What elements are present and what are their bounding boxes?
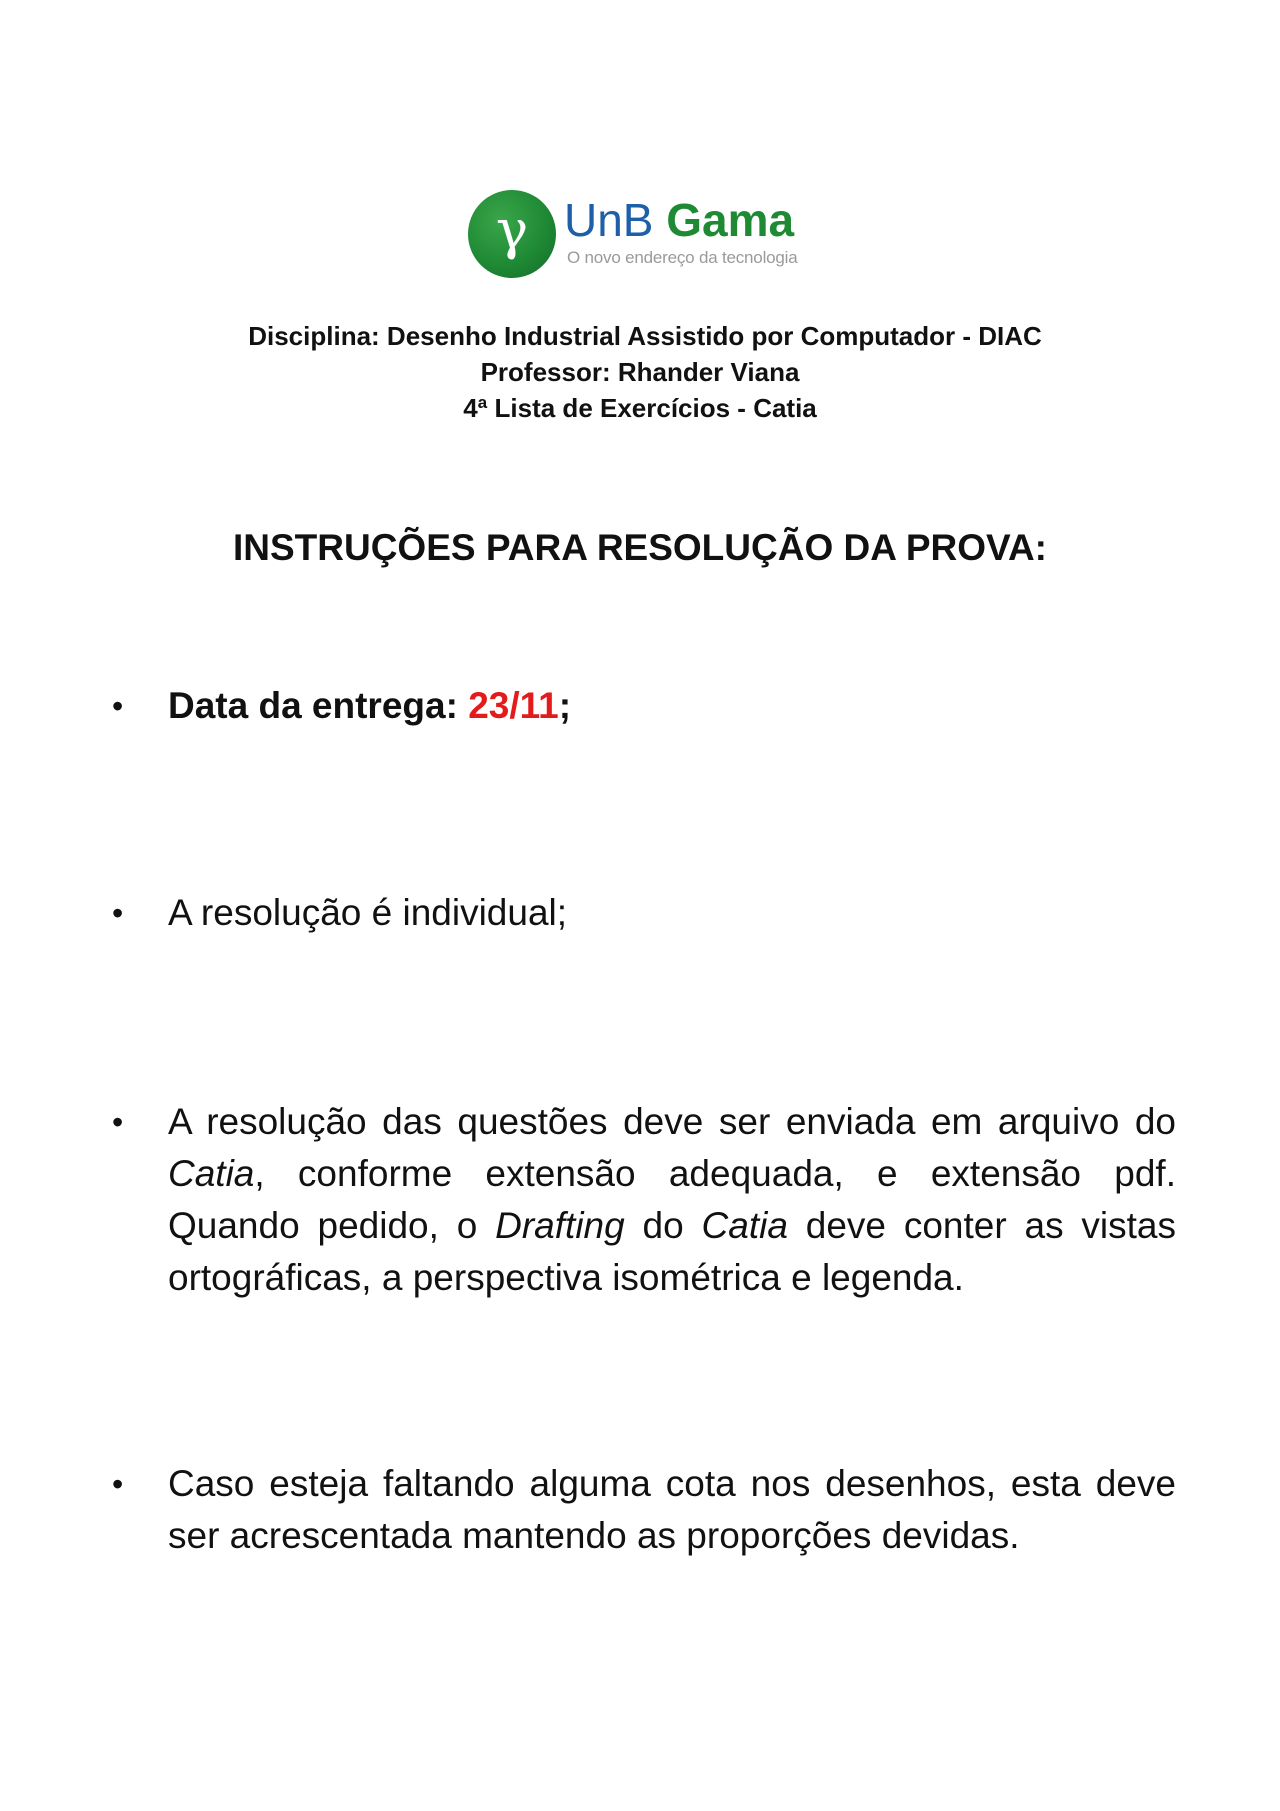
logo-unb-text: UnB xyxy=(564,194,654,246)
list-item-submission xyxy=(112,1096,1176,1304)
drafting-term: Drafting xyxy=(495,1205,625,1246)
discipline-line: Disciplina: Desenho Industrial Assistido por Computador - DIAC xyxy=(248,321,1042,351)
list-item-individual xyxy=(112,887,1176,939)
logo-tagline: O novo endereço da tecnologia xyxy=(567,248,798,267)
list-item-text xyxy=(168,680,1176,732)
list-item-text xyxy=(168,1096,1176,1304)
bullet-icon: • xyxy=(112,688,124,724)
catia-term: Catia xyxy=(168,1153,255,1194)
list-item-text: A resolução é individual; xyxy=(168,892,568,933)
list-item-dimensions xyxy=(112,1458,1176,1562)
bullet-icon: • xyxy=(112,1466,124,1502)
unb-gama-logo xyxy=(468,190,828,282)
due-date-suffix: ; xyxy=(558,685,572,726)
document-header xyxy=(0,318,1280,426)
gamma-icon: γ xyxy=(495,198,529,261)
submission-text-part4: deve conter as vistas ortográficas, a perspectiva isométrica e legenda. xyxy=(168,1205,1176,1298)
exercise-list-line: 4ª Lista de Exercícios - Catia xyxy=(463,393,817,423)
due-date-value: 23/11 xyxy=(468,685,559,726)
logo-gama-text: Gama xyxy=(666,194,795,246)
bullet-icon: • xyxy=(112,895,124,931)
professor-line: Professor: Rhander Viana xyxy=(480,357,800,387)
submission-text-part3: do xyxy=(624,1205,702,1246)
list-item-text: Caso esteja faltando alguma cota nos desenhos, esta deve ser acrescentada mantendo as proporções devidas. xyxy=(168,1463,1176,1556)
logo-brand xyxy=(564,194,794,246)
due-date-label: Data da entrega: xyxy=(168,685,469,726)
submission-text-part1: A resolução das questões deve ser enviada em arquivo do xyxy=(168,1101,1176,1142)
bullet-icon: • xyxy=(112,1104,124,1140)
catia-term: Catia xyxy=(701,1205,788,1246)
list-item-due-date xyxy=(112,680,1176,732)
instructions-title: INSTRUÇÕES PARA RESOLUÇÃO DA PROVA: xyxy=(232,527,1048,568)
submission-text-part2: , conforme extensão adequada, e extensão pdf. Quando pedido, o xyxy=(168,1153,1176,1246)
